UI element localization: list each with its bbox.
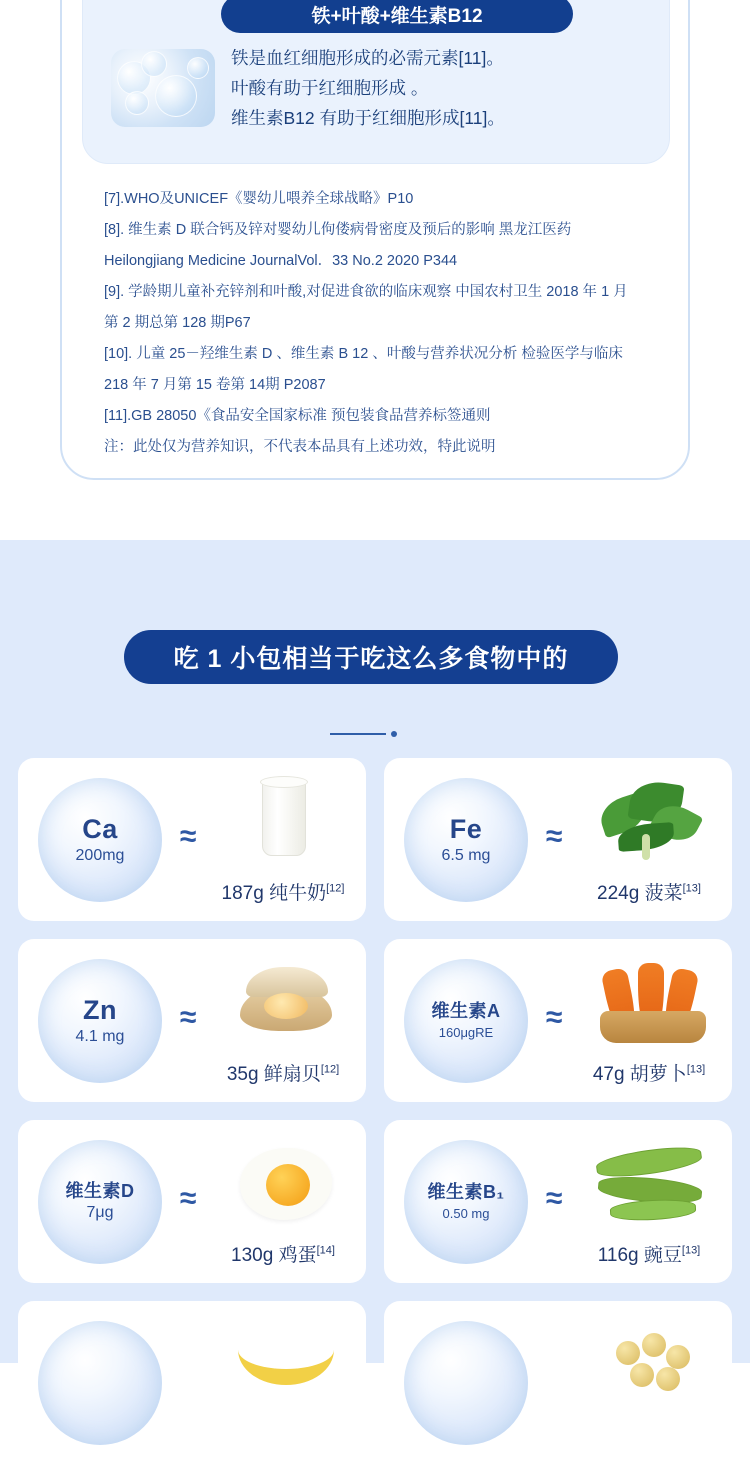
nutrient-name: 维生素B₁ — [427, 1182, 505, 1203]
nutrient-badge — [38, 959, 162, 1083]
scallop-meat-shape — [264, 993, 308, 1019]
nutrient-name: Ca — [82, 813, 118, 844]
food-ref: [14] — [316, 1244, 335, 1257]
reference-disclaimer: 注：此处仅为营养知识，不代表本品具有上述功效，特此说明 — [104, 439, 496, 455]
bubble-shape — [155, 75, 197, 117]
bean-shape — [642, 1333, 666, 1357]
nutrient-badge — [38, 1321, 162, 1445]
scallop-icon — [224, 953, 348, 1045]
nutrient-badge — [404, 1140, 528, 1264]
reference-item: [7].WHO及UNICEF《婴幼儿喂养全球战略》P10 — [104, 191, 414, 207]
bean-shape — [656, 1367, 680, 1391]
approx-equal-icon: ≈ — [546, 820, 563, 853]
bean-shape — [666, 1345, 690, 1369]
food-amount-text: 47g 胡萝卜 — [592, 1064, 687, 1085]
nutrient-badge — [404, 959, 528, 1083]
food-amount-label — [574, 1059, 724, 1086]
food-amount-text: 130g 鸡蛋 — [231, 1245, 317, 1266]
approx-equal-icon: ≈ — [180, 1182, 197, 1215]
nutrient-amount: 7μg — [86, 1204, 114, 1222]
food-amount-text: 116g 豌豆 — [597, 1245, 682, 1266]
divider-ornament — [330, 730, 420, 738]
panel-body-text — [231, 43, 651, 133]
pill-label: 铁+叶酸+维生素B12 — [311, 5, 483, 27]
equivalence-card[interactable] — [384, 939, 732, 1102]
reference-item: [10]. 儿童 25－羟维生素 D 、维生素 B 12 、叶酸与营养状况分析 检验医学与临床 — [104, 346, 623, 362]
food-amount-label — [208, 1240, 358, 1267]
approx-equal-icon: ≈ — [546, 1182, 563, 1215]
carrot-icon — [590, 953, 714, 1045]
reference-item: [8]. 维生素 D 联合钙及锌对婴幼儿佝偻病骨密度及预后的影响 黑龙江医药 — [104, 222, 572, 238]
food-ref: [12] — [320, 1063, 340, 1076]
nutrient-name: 维生素D — [65, 1180, 135, 1201]
food-amount-text: 35g 鲜扇贝 — [226, 1064, 321, 1085]
food-ref: [12] — [326, 882, 345, 895]
iron-folate-b12-pill — [221, 0, 573, 33]
bubble-shape — [187, 57, 209, 79]
egg-yolk-shape — [266, 1164, 310, 1206]
bean-shape — [630, 1363, 654, 1387]
nutrient-amount: 6.5 mg — [441, 847, 491, 865]
food-amount-label — [208, 1059, 358, 1086]
equivalence-card[interactable] — [18, 1301, 366, 1464]
milk-glass-icon — [224, 772, 348, 864]
food-amount-label — [574, 878, 724, 905]
approx-equal-icon: ≈ — [180, 820, 197, 853]
nutrient-name: 维生素A — [431, 1001, 501, 1022]
spinach-icon — [590, 772, 714, 864]
equivalence-card[interactable] — [18, 758, 366, 921]
headline-text: 吃 1 小包相当于吃这么多食物中的 — [173, 645, 569, 673]
food-amount-text: 187g 纯牛奶 — [221, 883, 327, 904]
peas-icon — [590, 1134, 714, 1226]
equivalence-card[interactable] — [18, 939, 366, 1102]
banana-icon — [224, 1315, 348, 1407]
food-ref: [13] — [681, 1244, 701, 1257]
nutrient-name: Zn — [83, 994, 117, 1025]
bubble-shape — [141, 51, 167, 77]
nutrition-info-panel — [82, 0, 670, 164]
nutrient-badge — [38, 1140, 162, 1264]
equivalence-grid — [18, 758, 732, 1464]
food-ref: [13] — [686, 1063, 706, 1076]
bubble-shape — [125, 91, 149, 115]
equivalence-card[interactable] — [384, 1301, 732, 1464]
reference-item: 第 2 期总第 128 期P67 — [104, 315, 251, 331]
food-amount-text: 224g 菠菜 — [597, 883, 683, 904]
nutrient-amount: 4.1 mg — [75, 1028, 125, 1046]
nutrient-amount: 200mg — [75, 847, 125, 865]
bean-shape — [616, 1341, 640, 1365]
pea-pod-shape — [595, 1143, 703, 1182]
stem-shape — [642, 834, 650, 860]
approx-equal-icon: ≈ — [180, 1001, 197, 1034]
milk-surface-shape — [260, 776, 308, 788]
food-ref: [13] — [682, 882, 701, 895]
approx-equal-icon: ≈ — [546, 1001, 563, 1034]
pea-pod-shape — [610, 1198, 697, 1222]
references-section — [0, 0, 750, 540]
nutrient-name: Fe — [449, 813, 483, 844]
banana-shape — [238, 1341, 334, 1385]
glass-shape — [262, 780, 306, 856]
nutrient-badge — [38, 778, 162, 902]
b12-note: 维生素B12 有助于红细胞形成[11]。 — [231, 108, 505, 128]
egg-icon — [224, 1134, 348, 1226]
food-amount-label — [574, 1240, 724, 1267]
equivalence-card[interactable] — [384, 1120, 732, 1283]
folate-note: 叶酸有助于红细胞形成 。 — [231, 78, 429, 98]
section-headline — [124, 630, 618, 684]
bubbles-image — [111, 49, 215, 127]
basket-shape — [600, 1011, 706, 1043]
reference-item: 218 年 7 月第 15 卷第 14期 P2087 — [104, 377, 326, 393]
equivalence-card[interactable] — [18, 1120, 366, 1283]
food-equivalence-section — [0, 540, 750, 1363]
nutrient-badge — [404, 1321, 528, 1445]
nutrient-amount: 160μgRE — [438, 1024, 494, 1040]
reference-item: [9]. 学龄期儿童补充锌剂和叶酸,对促进食欲的临床观察 中国农村卫生 2018 年 1 月 — [104, 284, 628, 300]
nutrient-badge — [404, 778, 528, 902]
reference-item: Heilongjiang Medicine JournalVol．33 No.2 2020 P344 — [104, 253, 458, 269]
reference-item: [11].GB 28050《食品安全国家标准 预包装食品营养标签通则 — [104, 408, 491, 424]
equivalence-card[interactable] — [384, 758, 732, 921]
soybean-icon — [590, 1315, 714, 1407]
divider-dot — [391, 731, 397, 737]
divider-bar — [330, 733, 386, 735]
reference-list — [104, 184, 664, 463]
food-amount-label — [208, 878, 358, 905]
nutrient-amount: 0.50 mg — [442, 1205, 490, 1221]
iron-note: 铁是血红细胞形成的必需元素[11]。 — [231, 48, 504, 68]
